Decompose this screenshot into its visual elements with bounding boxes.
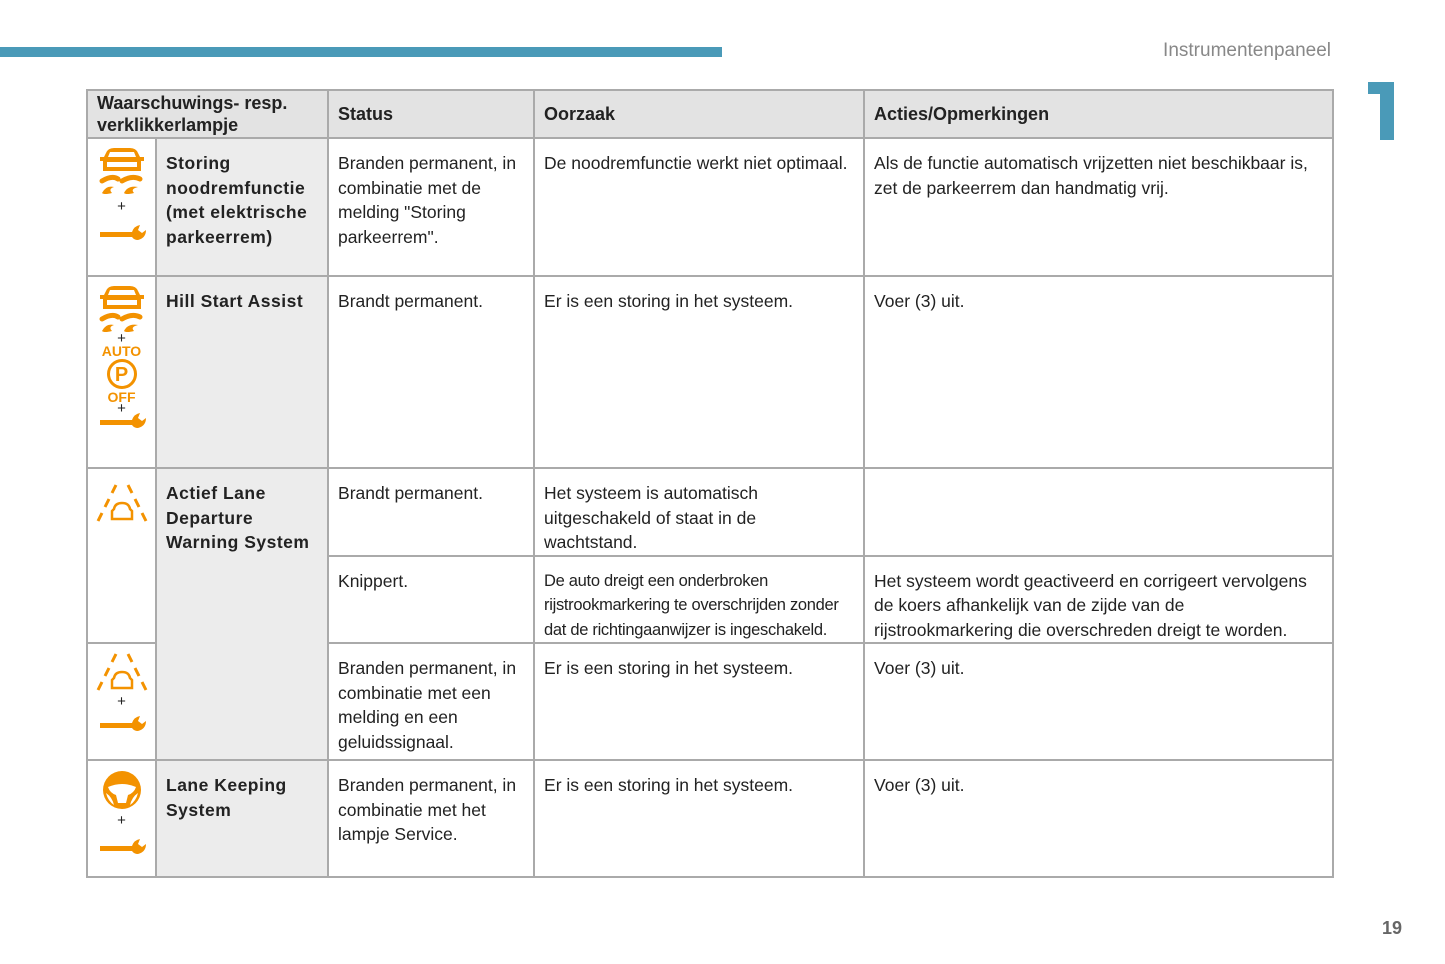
action-cell: Voer (3) uit. bbox=[864, 760, 1333, 877]
table-header-row bbox=[87, 90, 1333, 138]
action-cell: Het systeem wordt geactiveerd en corrigeert vervolgens de koers afhankelijk van de zijde van de rijstrookmarkering die overschreden dreigt te worden. bbox=[864, 556, 1333, 644]
lamp-cell bbox=[87, 760, 156, 877]
lamp-name: Actief Lane Departure Warning System bbox=[156, 468, 328, 760]
status-cell: Branden permanent, in combinatie met een melding en een geluidssignaal. bbox=[328, 643, 534, 760]
lamp-cell bbox=[87, 643, 156, 760]
status-cell: Brandt permanent. bbox=[328, 468, 534, 556]
table-row bbox=[87, 468, 1333, 556]
page-number: 19 bbox=[1382, 918, 1403, 938]
plus-sign: + bbox=[117, 198, 126, 215]
column-header-status: Status bbox=[328, 90, 534, 138]
off-label: OFF bbox=[107, 389, 136, 405]
status-cell: Brandt permanent. bbox=[328, 276, 534, 468]
status-cell: Branden permanent, in combinatie met het lampje Service. bbox=[328, 760, 534, 877]
column-header-action: Acties/Opmerkingen bbox=[864, 90, 1333, 138]
plus-sign: + bbox=[117, 400, 126, 417]
table-row bbox=[87, 760, 1333, 877]
lamp-name: Storing noodremfunctie (met elektrische parkeerrem) bbox=[156, 138, 328, 276]
cause-cell: De noodremfunctie werkt niet optimaal. bbox=[534, 138, 864, 276]
car-icon bbox=[98, 147, 146, 173]
auto-label: AUTO bbox=[101, 343, 142, 359]
cause-cell: De auto dreigt een onderbroken rijstrookmarkering te overschrijden zonder dat de richtingaanwijzer is ingeschakeld. bbox=[534, 556, 864, 644]
cause-cell: Er is een storing in het systeem. bbox=[534, 643, 864, 760]
wrench-icon bbox=[98, 839, 146, 857]
header-accent-bar bbox=[0, 47, 722, 57]
lane-departure-icon bbox=[96, 483, 148, 523]
column-header-cause: Oorzaak bbox=[534, 90, 864, 138]
steering-wheel-icon bbox=[98, 769, 146, 811]
p-label: P bbox=[114, 364, 129, 386]
chapter-number bbox=[1368, 82, 1394, 140]
action-cell: Voer (3) uit. bbox=[864, 276, 1333, 468]
lane-departure-icon bbox=[96, 652, 148, 692]
warning-lights-table bbox=[86, 89, 1334, 878]
plus-sign: + bbox=[117, 812, 126, 829]
car-icon bbox=[98, 285, 146, 311]
status-cell: Branden permanent, in combinatie met de melding "Storing parkeerrem". bbox=[328, 138, 534, 276]
column-header-lamp: Waarschuwings- resp. verklikkerlampje bbox=[87, 90, 328, 138]
cause-cell: Het systeem is automatisch uitgeschakeld of staat in de wachtstand. bbox=[534, 468, 864, 556]
wrench-icon bbox=[98, 716, 146, 734]
lamp-name: Lane Keeping System bbox=[156, 760, 328, 877]
table-row bbox=[87, 276, 1333, 468]
lamp-cell bbox=[87, 138, 156, 276]
plus-sign: + bbox=[117, 693, 126, 710]
lamp-cell bbox=[87, 276, 156, 468]
lamp-cell bbox=[87, 468, 156, 643]
action-cell bbox=[864, 468, 1333, 556]
action-cell: Voer (3) uit. bbox=[864, 643, 1333, 760]
cause-cell: Er is een storing in het systeem. bbox=[534, 276, 864, 468]
plus-sign: + bbox=[117, 330, 126, 347]
table-row bbox=[87, 138, 1333, 276]
section-title: Instrumentenpaneel bbox=[1163, 40, 1331, 61]
status-cell: Knippert. bbox=[328, 556, 534, 644]
wrench-icon bbox=[98, 225, 146, 243]
cause-cell: Er is een storing in het systeem. bbox=[534, 760, 864, 877]
lamp-name: Hill Start Assist bbox=[156, 276, 328, 468]
parking-brake-icon bbox=[107, 359, 137, 389]
skid-icon bbox=[98, 173, 146, 197]
action-cell: Als de functie automatisch vrijzetten niet beschikbaar is, zet de parkeerrem dan handmatig vrij. bbox=[864, 138, 1333, 276]
